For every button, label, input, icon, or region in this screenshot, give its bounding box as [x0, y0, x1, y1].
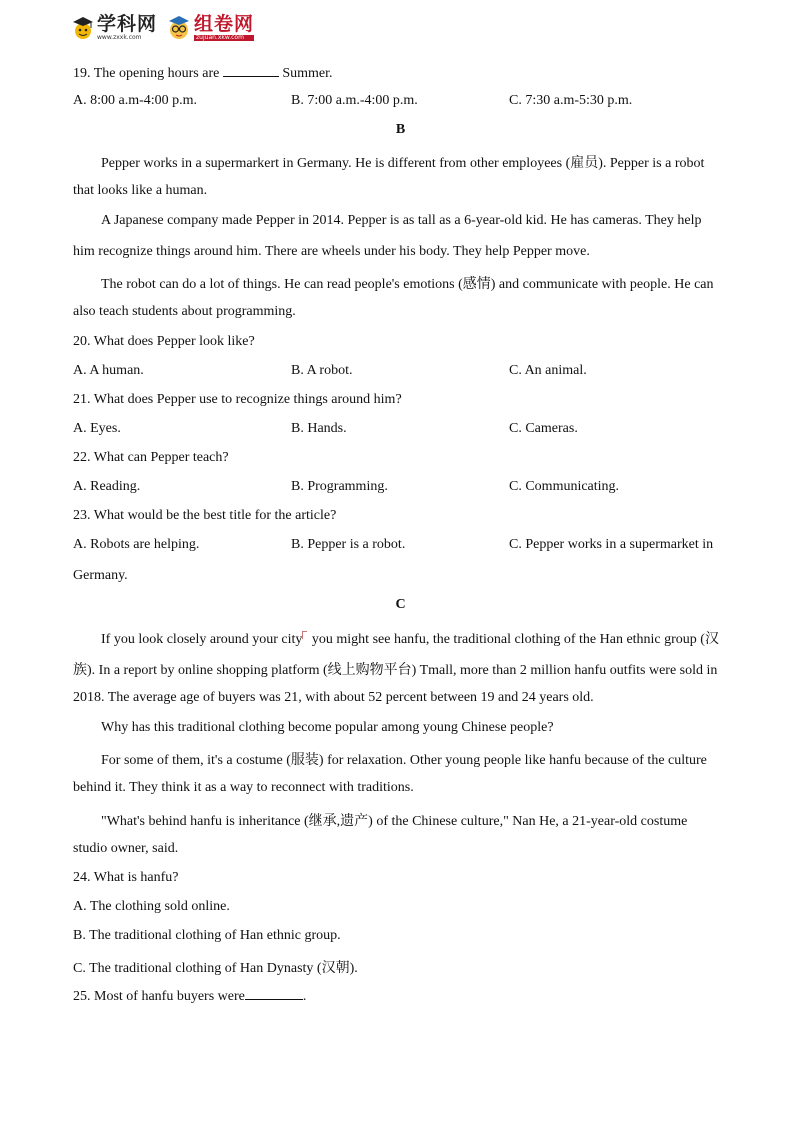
b-para2-line2: him recognize things around him. There are wheels under his body. They help Pepper move. [73, 244, 590, 259]
q24-option-a[interactable]: A. The clothing sold online. [73, 899, 230, 914]
q22-option-b[interactable]: B. Programming. [291, 479, 388, 494]
zxxk-logo[interactable] [72, 15, 157, 41]
q24-stem: 24. What is hanfu? [73, 870, 179, 885]
c-para3-line1: For some of them, it's a costume (服装) for relaxation. Other young people like hanfu because of the culture [101, 753, 707, 768]
c-para3-line2: behind it. They think it as a way to reconnect with traditions. [73, 780, 414, 795]
q22-option-c[interactable]: C. Communicating. [509, 479, 620, 494]
c-para1-line3: 2018. The average age of buyers was 21, with about 52 percent between 19 and 24 years old. [73, 690, 594, 705]
q23-option-b[interactable]: B. Pepper is a robot. [291, 537, 406, 552]
c-para4-line2: studio owner, said. [73, 841, 179, 856]
q23-option-c-continued[interactable]: Germany. [73, 568, 128, 583]
b-para1-line1: Pepper works in a supermarkert in Germany. He is different from other employees (雇员). Pepper is a robot [101, 156, 705, 171]
logo1-name: 学科网 [97, 13, 158, 35]
student-mascot-icon [167, 15, 191, 41]
q19-stem-after: Summer. [278, 66, 333, 81]
q20-option-b[interactable]: B. A robot. [291, 363, 353, 378]
q23-stem: 23. What would be the best title for the article? [73, 508, 337, 523]
q23-option-a[interactable]: A. Robots are helping. [73, 537, 200, 552]
c-para1-line2: 族). In a report by online shopping platform (线上购物平台) Tmall, more than 2 million hanfu outfits were sold in [73, 663, 718, 678]
q24-option-c[interactable]: C. The traditional clothing of Han Dynasty (汉朝). [73, 961, 358, 976]
q21-stem: 21. What does Pepper use to recognize things around him? [73, 392, 402, 407]
q20-stem: 20. What does Pepper look like? [73, 334, 255, 349]
q19-stem-before: 19. The opening hours are [73, 66, 223, 81]
section-c-heading: C [395, 597, 406, 612]
b-para2-line1: A Japanese company made Pepper in 2014. Pepper is as tall as a 6-year-old kid. He has cameras. They help [101, 213, 702, 228]
b-para1-line2: that looks like a human. [73, 183, 208, 198]
revision-mark-icon [302, 631, 307, 639]
q23-option-c[interactable]: C. Pepper works in a supermarket in [509, 537, 714, 552]
b-para3-line1: The robot can do a lot of things. He can read people's emotions (感情) and communicate with people. He can [101, 277, 714, 292]
q25-stem-text: 25. Most of hanfu buyers were [73, 989, 245, 1004]
c-para1-line1 [101, 628, 719, 648]
c-para2: Why has this traditional clothing become popular among young Chinese people? [101, 720, 554, 735]
q21-option-a[interactable]: A. Eyes. [73, 421, 121, 436]
logo1-url: www.zxxk.com [97, 34, 142, 41]
q19-option-b[interactable]: B. 7:00 a.m.-4:00 p.m. [291, 93, 418, 108]
q25-stem-after: . [302, 989, 307, 1004]
answer-blank[interactable] [223, 64, 279, 77]
b-para3-line2: also teach students about programming. [73, 304, 296, 319]
section-b-heading: B [395, 122, 406, 137]
answer-blank[interactable] [245, 987, 303, 1000]
q20-option-a[interactable]: A. A human. [73, 363, 144, 378]
q21-option-b[interactable]: B. Hands. [291, 421, 347, 436]
header-logos [72, 8, 254, 48]
q20-option-c[interactable]: C. An animal. [509, 363, 587, 378]
graduate-cap-icon [72, 15, 94, 41]
q19-stem [73, 64, 333, 82]
q22-option-a[interactable]: A. Reading. [73, 479, 141, 494]
c-para4-line1: "What's behind hanfu is inheritance (继承,遗产) of the Chinese culture," Nan He, a 21-year-old costume [101, 814, 688, 829]
logo2-name: 组卷网 [194, 13, 255, 35]
c-para1-line1-start: If you look closely around your city [101, 632, 303, 647]
q19-option-c[interactable]: C. 7:30 a.m-5:30 p.m. [509, 93, 633, 108]
q25-stem [73, 987, 306, 1005]
q24-option-b[interactable]: B. The traditional clothing of Han ethnic group. [73, 928, 341, 943]
logo2-url: zujuan.xkw.com [194, 35, 254, 41]
q21-option-c[interactable]: C. Cameras. [509, 421, 578, 436]
zujuan-logo[interactable] [167, 15, 254, 41]
c-para1-line1-end: you might see hanfu, the traditional clothing of the Han ethnic group (汉 [308, 632, 719, 647]
q22-stem: 22. What can Pepper teach? [73, 450, 229, 465]
q19-option-a[interactable]: A. 8:00 a.m-4:00 p.m. [73, 93, 198, 108]
